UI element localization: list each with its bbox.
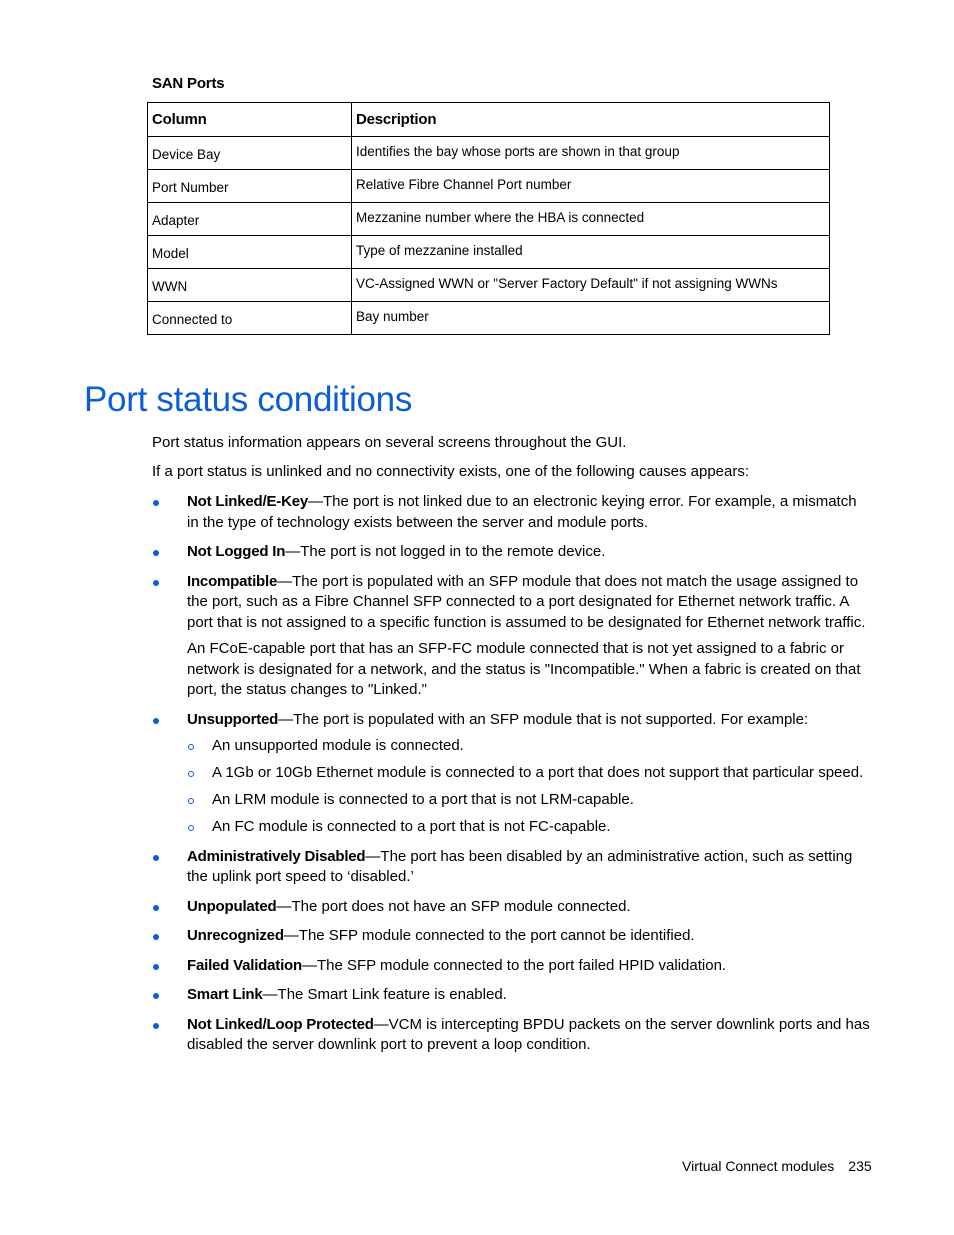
table-cell-column: Model [148,236,352,269]
status-description: —The port does not have an SFP module connected. [276,897,631,915]
table-row [148,269,830,302]
status-description: —The port is populated with an SFP module that does not match the usage assigned to the port, such as a Fibre Channel SFP connected to a port designated for Ethernet network traffic. A port that is not assigned to a specific function is assumed to be designated for Ethernet network traffic. [187,572,866,631]
table-cell-description: VC-Assigned WWN or "Server Factory Default" if not assigning WWNs [352,269,830,302]
table-cell-column: Adapter [148,203,352,236]
intro-paragraph: Port status information appears on several screens throughout the GUI. [152,434,627,451]
section-title: Port status conditions [84,380,413,419]
status-term: Unrecognized [187,927,284,944]
list-item [152,1015,872,1056]
page-number: 235 [848,1158,872,1174]
table-row [148,170,830,203]
table-cell-description: Identifies the bay whose ports are shown in that group [352,137,830,170]
status-term: Administratively Disabled [187,847,366,865]
status-description: —The port is not logged in to the remote device. [285,543,606,560]
table-heading: SAN Ports [152,75,225,92]
circle-bullet-icon [188,744,194,750]
status-description: —The port has been disabled by an administrative action, such as setting the uplink port speed to ‘disabled.’ [187,847,853,885]
status-term: Not Linked/Loop Protected [187,1015,374,1033]
status-list [152,492,872,1065]
status-term: Not Logged In [187,543,286,560]
status-term: Unsupported [187,710,279,728]
status-description: —The SFP module connected to the port cannot be identified. [283,927,695,944]
san-ports-table [147,102,830,335]
bullet-icon [153,993,159,999]
circle-bullet-icon [188,825,194,831]
column-header: Column [148,103,352,137]
sub-list-item [187,817,872,838]
status-term: Incompatible [187,572,278,590]
list-item [152,492,872,533]
bullet-icon [153,855,159,861]
table-cell-description: Type of mezzanine installed [352,236,830,269]
status-term: Smart Link [187,986,263,1003]
bullet-icon [153,964,159,970]
description-header: Description [352,103,830,137]
bullet-icon [153,1023,159,1029]
page-footer [682,1158,872,1174]
sub-item-text: An LRM module is connected to a port that is not LRM-capable. [212,791,634,808]
status-term: Failed Validation [187,956,302,974]
table-row [148,137,830,170]
sub-item-text: An FC module is connected to a port that is not FC-capable. [212,818,611,835]
table-cell-column: Connected to [148,302,352,335]
status-description: —The SFP module connected to the port failed HPID validation. [301,956,727,974]
sub-list [187,736,872,838]
table-row [148,236,830,269]
table-cell-column: WWN [148,269,352,302]
list-item [152,956,872,977]
bullet-icon [153,550,159,556]
status-description: —VCM is intercepting BPDU packets on the server downlink ports and has disabled the server downlink port to prevent a loop condition. [187,1015,870,1053]
table-cell-description: Bay number [352,302,830,335]
list-item [152,985,872,1006]
list-item [152,847,872,888]
sub-list-item [187,790,872,811]
footer-section-name: Virtual Connect modules [682,1158,835,1174]
sub-list-item [187,763,872,784]
circle-bullet-icon [188,798,194,804]
status-extra-paragraph: An FCoE-capable port that has an SFP-FC module connected that is not yet assigned to a fabric or network is designated for a network, and the status is "Incompatible." When a fabric is created on that port, the status changes to "Linked." [187,640,861,698]
status-term: Not Linked/E-Key [187,493,308,510]
table-cell-column: Device Bay [148,137,352,170]
bullet-icon [153,905,159,911]
bullet-icon [153,934,159,940]
list-item [152,926,872,947]
bullet-icon [153,718,159,724]
table-row [148,302,830,335]
status-description: —The Smart Link feature is enabled. [262,986,507,1003]
sub-item-text: A 1Gb or 10Gb Ethernet module is connected to a port that does not support that particular speed. [212,764,864,781]
list-item [152,572,872,701]
table-cell-description: Relative Fibre Channel Port number [352,170,830,203]
list-item [152,710,872,838]
table-cell-description: Mezzanine number where the HBA is connected [352,203,830,236]
circle-bullet-icon [188,771,194,777]
status-description: —The port is populated with an SFP module that is not supported. For example: [278,710,809,728]
sub-list-item [187,736,872,757]
intro-paragraph: If a port status is unlinked and no connectivity exists, one of the following causes appears: [152,463,750,480]
list-item [152,542,872,563]
sub-item-text: An unsupported module is connected. [212,737,464,754]
status-description: —The port is not linked due to an electronic keying error. For example, a mismatch in the type of technology exists between the server and module ports. [187,493,857,531]
list-item [152,897,872,918]
table-row [148,203,830,236]
table-cell-column: Port Number [148,170,352,203]
bullet-icon [153,500,159,506]
table-header-row [148,103,830,137]
status-term: Unpopulated [187,897,277,915]
bullet-icon [153,580,159,586]
